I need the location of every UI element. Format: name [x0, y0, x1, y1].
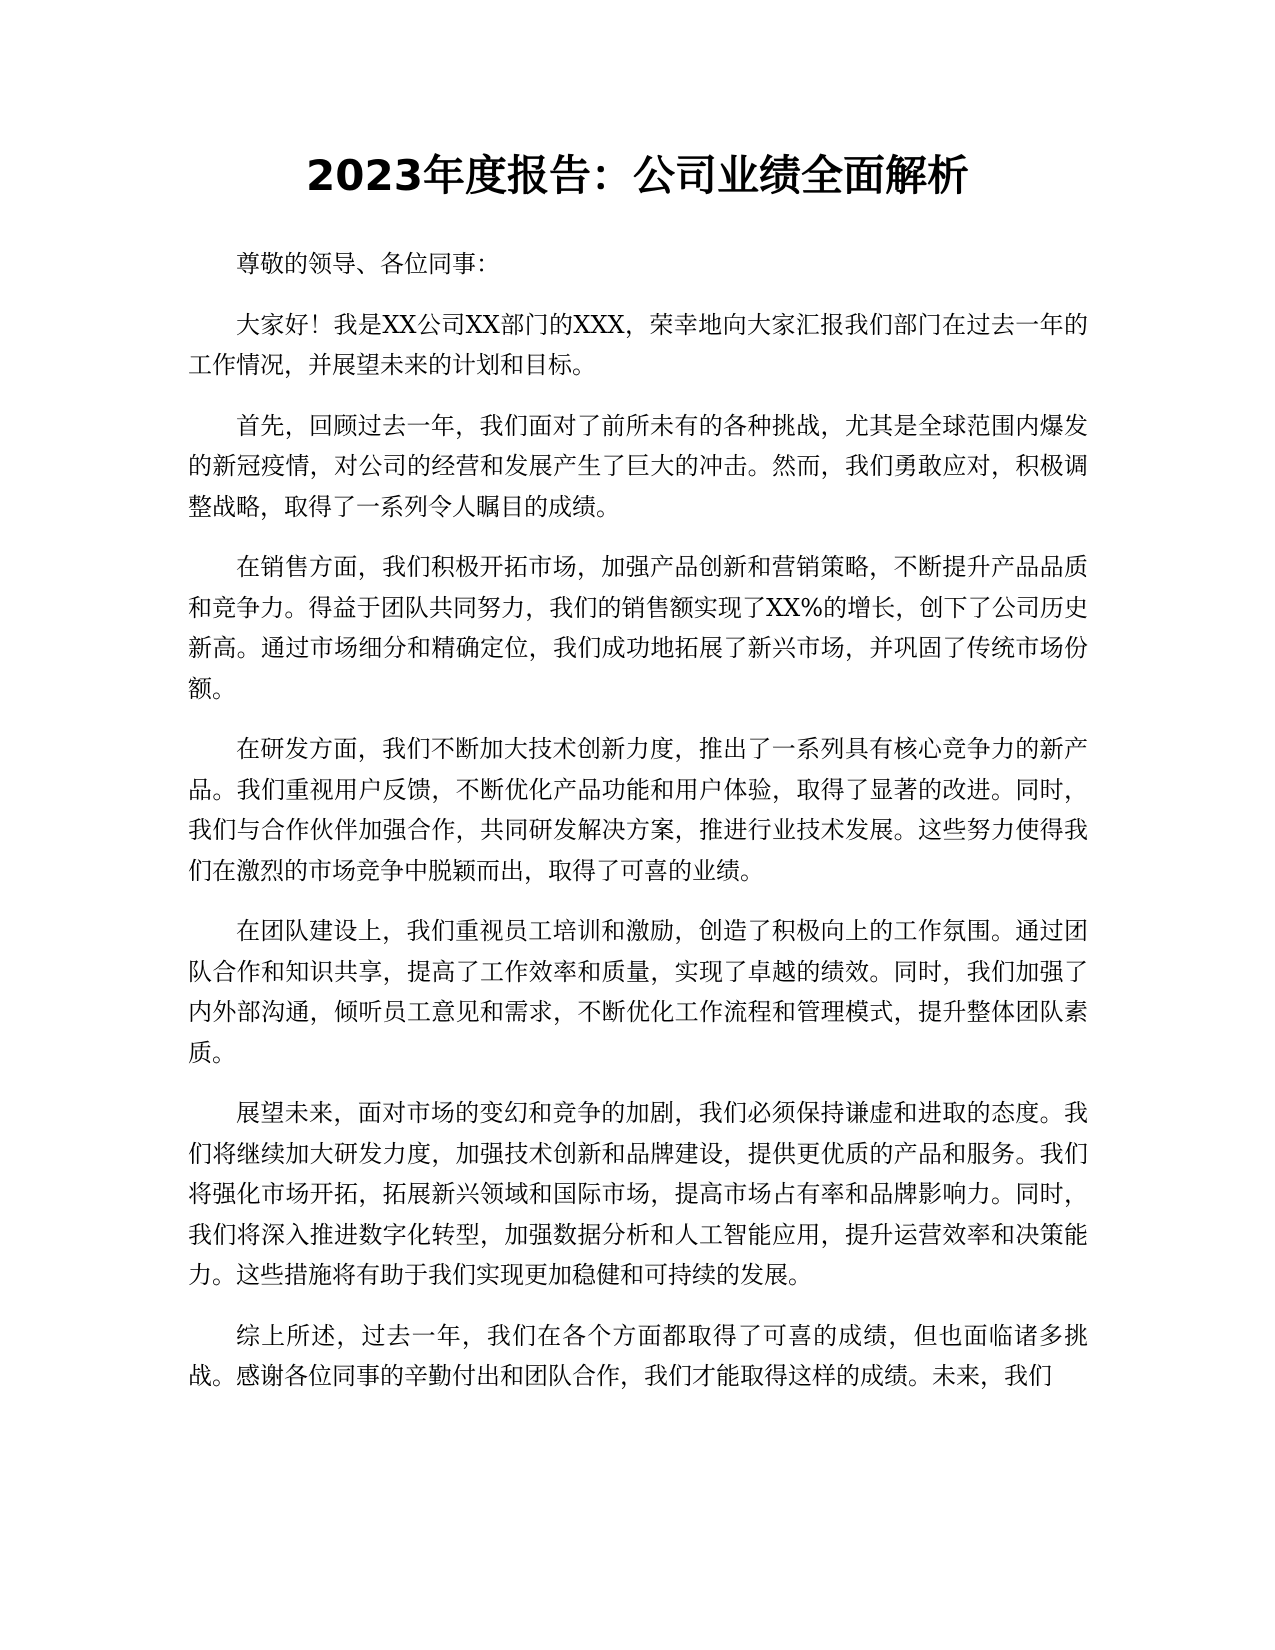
paragraph-outlook: 展望未来，面对市场的变幻和竞争的加剧，我们必须保持谦虚和进取的态度。我们将继续加大研发力度，加强技术创新和品牌建设，提供更优质的产品和服务。我们将强化市场开拓，拓展新兴领域和国际市场，提高市场占有率和品牌影响力。同时，我们将深入推进数字化转型，加强数据分析和人工智能应用，提升运营效率和决策能力。这些措施将有助于我们实现更加稳健和可持续的发展。 [188, 1099, 1088, 1289]
paragraph-rnd: 在研发方面，我们不断加大技术创新力度，推出了一系列具有核心竞争力的新产品。我们重视用户反馈，不断优化产品功能和用户体验，取得了显著的改进。同时，我们与合作伙伴加强合作，共同研发解决方案，推进行业技术发展。这些努力使得我们在激烈的市场竞争中脱颖而出，取得了可喜的业绩。 [188, 735, 1088, 885]
document-body [188, 244, 1088, 1417]
paragraph-summary: 综上所述，过去一年，我们在各个方面都取得了可喜的成绩，但也面临诸多挑战。感谢各位同事的辛勤付出和团队合作，我们才能取得这样的成绩。未来，我们 [188, 1321, 1088, 1390]
paragraph-review: 首先，回顾过去一年，我们面对了前所未有的各种挑战，尤其是全球范围内爆发的新冠疫情，对公司的经营和发展产生了巨大的冲击。然而，我们勇敢应对，积极调整战略，取得了一系列令人瞩目的成绩。 [188, 411, 1088, 521]
document-title: 2023年度报告：公司业绩全面解析 [306, 151, 969, 200]
paragraph-introduction: 大家好！我是XX公司XX部门的XXX，荣幸地向大家汇报我们部门在过去一年的工作情况，并展望未来的计划和目标。 [188, 310, 1088, 379]
paragraph-sales: 在销售方面，我们积极开拓市场，加强产品创新和营销策略，不断提升产品品质和竞争力。得益于团队共同努力，我们的销售额实现了XX%的增长，创下了公司历史新高。通过市场细分和精确定位，我们成功地拓展了新兴市场，并巩固了传统市场份额。 [188, 553, 1088, 703]
paragraph-salutation: 尊敬的领导、各位同事： [236, 250, 500, 278]
paragraph-team: 在团队建设上，我们重视员工培训和激励，创造了积极向上的工作氛围。通过团队合作和知识共享，提高了工作效率和质量，实现了卓越的绩效。同时，我们加强了内外部沟通，倾听员工意见和需求，不断优化工作流程和管理模式，提升整体团队素质。 [188, 917, 1088, 1067]
